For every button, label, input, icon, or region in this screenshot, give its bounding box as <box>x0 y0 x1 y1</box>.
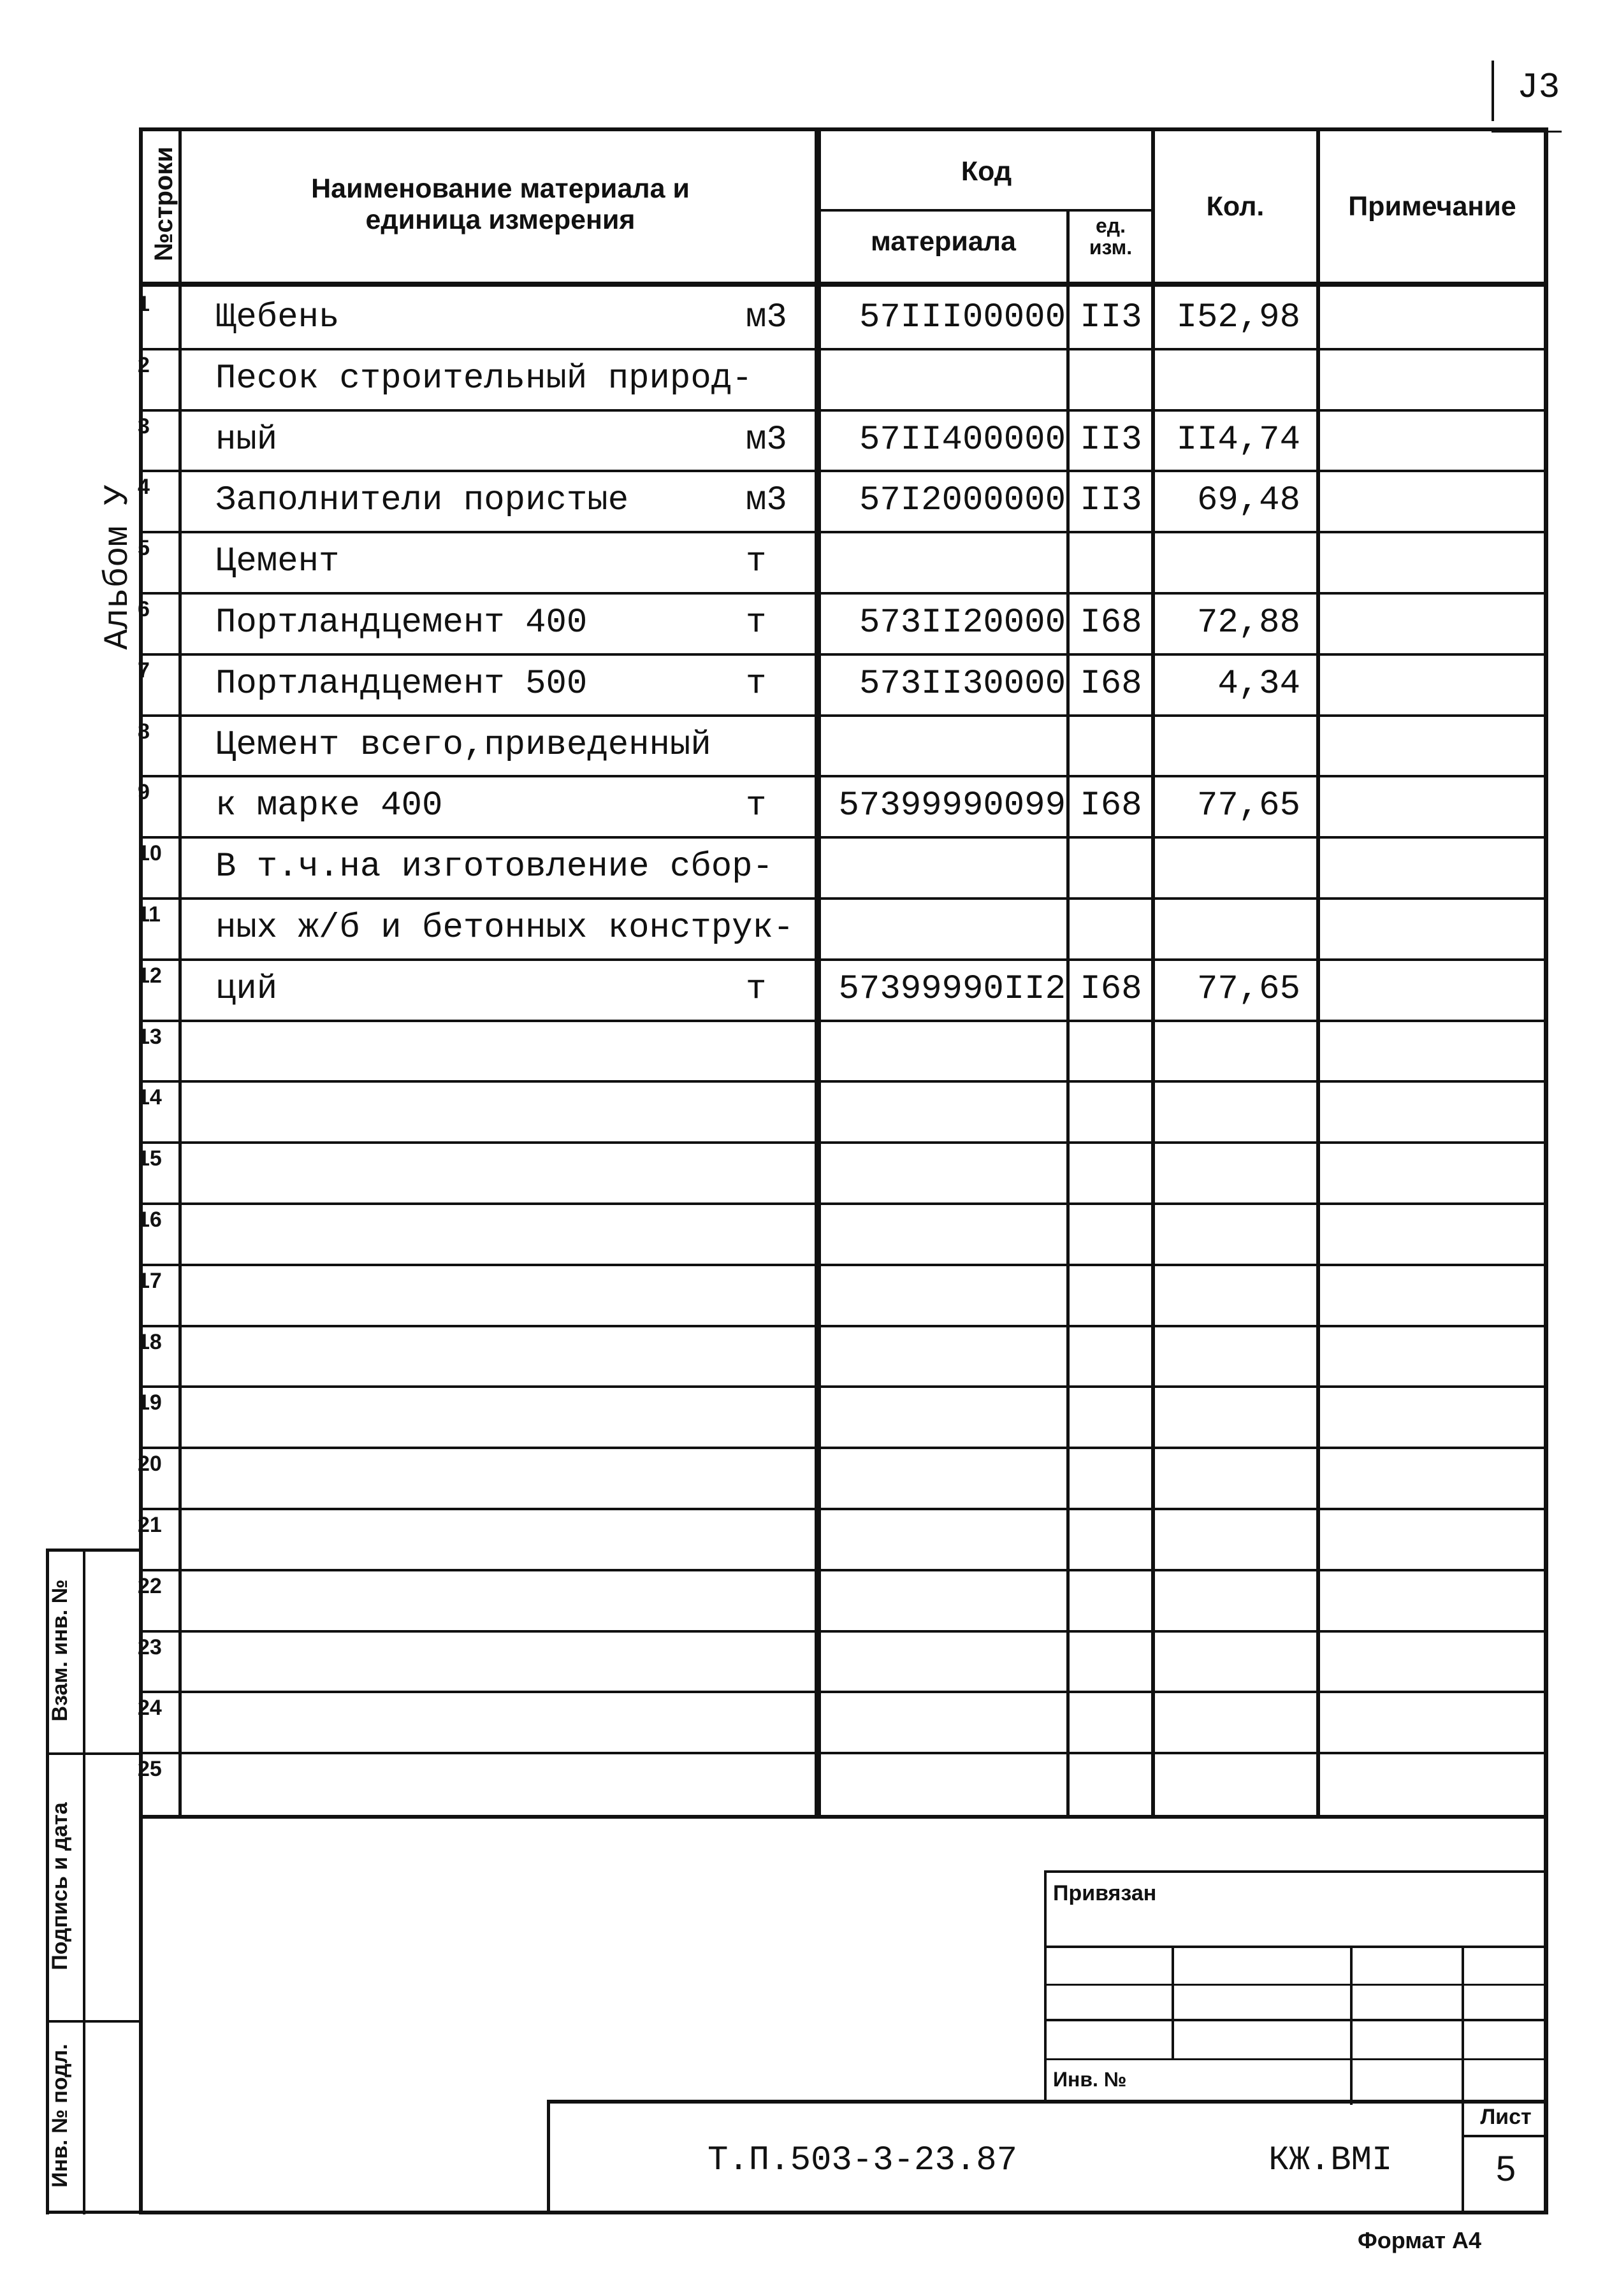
row-number: 14 <box>138 1085 162 1109</box>
row-material-name: Цемент <box>215 542 340 581</box>
row-number: 3 <box>138 414 150 438</box>
row-material-name: ных ж/б и бетонных конструк- <box>215 909 794 948</box>
stamp-title-left <box>547 2100 550 2214</box>
row-number: 5 <box>138 536 150 560</box>
stamp-title-top <box>547 2100 1548 2104</box>
row-material-name: Песок строительный природ- <box>215 359 753 398</box>
row-material-code: 573II20000 <box>859 603 1066 642</box>
row-quantity: I52,98 <box>1176 298 1300 337</box>
stamp-inv-no: Инв. № <box>1053 2068 1127 2091</box>
header-separator <box>139 282 1548 287</box>
row-material-code: 57I2000000 <box>859 481 1066 520</box>
row-separator <box>140 409 1546 412</box>
row-separator <box>140 653 1546 656</box>
side-stamp-top <box>46 1549 143 1552</box>
row-number: 21 <box>138 1513 162 1537</box>
header-code: Код <box>961 156 1012 187</box>
col-line-qty <box>1316 127 1320 1816</box>
row-separator <box>140 592 1546 595</box>
row-material-name: Заполнители пористые <box>215 481 629 520</box>
stamp-line-2 <box>1044 1984 1548 1986</box>
row-separator <box>140 1020 1546 1022</box>
row-number: 16 <box>138 1208 162 1232</box>
row-quantity: 77,65 <box>1196 786 1300 825</box>
stamp-col-3 <box>1462 1946 1464 2213</box>
row-unit: м3 <box>746 298 787 337</box>
row-separator <box>140 1080 1546 1083</box>
page-number: J3 <box>1517 67 1560 108</box>
row-material-name: Цемент всего,приведенный <box>215 726 711 765</box>
row-unit-code: II3 <box>1080 298 1142 337</box>
row-number: 8 <box>138 719 150 744</box>
row-unit-code: I68 <box>1080 603 1142 642</box>
row-separator <box>140 1141 1546 1144</box>
page-number-rule <box>1492 61 1494 121</box>
table-bottom-border <box>139 2211 1548 2214</box>
row-separator <box>140 1202 1546 1205</box>
stamp-list-number: 5 <box>1495 2148 1516 2188</box>
format-label: Формат А4 <box>1358 2227 1482 2253</box>
row-unit: т <box>746 603 767 642</box>
col-line-rownum <box>178 127 182 1816</box>
header-row-number: №строки <box>150 147 178 261</box>
row-unit-code: I68 <box>1080 786 1142 825</box>
row-number: 4 <box>138 475 150 499</box>
row-separator <box>140 1264 1546 1266</box>
row-number: 2 <box>138 353 150 377</box>
stamp-doc-code: Т.П.503-3-23.87 <box>708 2141 1018 2180</box>
col-line-unitcode <box>1151 127 1155 1816</box>
row-quantity: II4,74 <box>1176 421 1300 459</box>
stamp-line-3 <box>1044 2019 1548 2021</box>
row-separator <box>140 1325 1546 1327</box>
row-unit: м3 <box>746 421 787 459</box>
col-line-name <box>815 127 821 1817</box>
stamp-list-line <box>1462 2135 1548 2137</box>
header-name: Наименование материала и единица измерения <box>311 173 690 236</box>
row-unit: т <box>746 542 767 581</box>
side-stamp-div1 <box>46 1752 143 1755</box>
row-number: 18 <box>138 1330 162 1354</box>
stamp-privyazan: Привязан <box>1053 1881 1157 1905</box>
table-top-border <box>139 127 1548 131</box>
row-number: 20 <box>138 1452 162 1476</box>
row-unit: т <box>746 970 767 1009</box>
row-number: 9 <box>138 780 150 804</box>
row-quantity: 4,34 <box>1217 665 1300 704</box>
row-number: 25 <box>138 1757 162 1781</box>
inv-podl-label: Инв. № подл. <box>48 2044 72 2188</box>
row-number: 15 <box>138 1146 162 1171</box>
side-stamp-mid <box>83 1549 85 2214</box>
row-separator <box>140 1569 1546 1571</box>
row-number: 10 <box>138 841 162 865</box>
row-material-code: 573II30000 <box>859 665 1066 704</box>
row-number: 12 <box>138 964 162 988</box>
body-end-line <box>139 1815 1548 1819</box>
row-number: 22 <box>138 1574 162 1598</box>
row-unit: т <box>746 786 767 825</box>
row-separator <box>140 1630 1546 1633</box>
stamp-list-label: Лист <box>1480 2105 1532 2129</box>
row-separator <box>140 348 1546 350</box>
header-note: Примечание <box>1348 191 1516 222</box>
row-separator <box>140 470 1546 472</box>
row-material-name: Щебень <box>215 298 340 337</box>
row-number: 7 <box>138 658 150 682</box>
row-material-name: к марке 400 <box>215 786 443 825</box>
podpis-data-label: Подпись и дата <box>48 1802 72 1970</box>
row-material-name: Портландцемент 400 <box>215 603 588 642</box>
row-separator <box>140 1447 1546 1449</box>
row-quantity: 69,48 <box>1196 481 1300 520</box>
stamp-col-2 <box>1350 1946 1353 2105</box>
row-separator <box>140 775 1546 777</box>
table-right-border <box>1544 127 1548 2214</box>
col-line-matcode <box>1066 210 1070 1816</box>
row-unit-code: I68 <box>1080 665 1142 704</box>
code-subheader-line <box>816 209 1154 212</box>
row-number: 11 <box>138 902 161 927</box>
row-unit-code: II3 <box>1080 481 1142 520</box>
row-separator <box>140 1691 1546 1693</box>
row-material-name: В т.ч.на изготовление сбор- <box>215 848 773 886</box>
row-material-code: 57III00000 <box>859 298 1066 337</box>
header-unit-code: ед. изм. <box>1089 214 1133 259</box>
row-material-code: 57399990099 <box>838 786 1066 825</box>
row-separator <box>140 714 1546 717</box>
row-unit-code: II3 <box>1080 421 1142 459</box>
row-unit-code: I68 <box>1080 970 1142 1009</box>
row-number: 13 <box>138 1025 162 1049</box>
row-number: 17 <box>138 1269 162 1293</box>
header-material-code: материала <box>871 226 1016 257</box>
row-unit: т <box>746 665 767 704</box>
stamp-privyazan-left <box>1044 1870 1047 2103</box>
row-number: 1 <box>138 292 150 316</box>
stamp-line-1 <box>1044 1946 1548 1948</box>
row-material-name: Портландцемент 500 <box>215 665 588 704</box>
row-separator <box>140 836 1546 839</box>
row-number: 19 <box>138 1390 162 1415</box>
row-number: 24 <box>138 1696 162 1720</box>
row-quantity: 72,88 <box>1196 603 1300 642</box>
row-material-code: 57II400000 <box>859 421 1066 459</box>
header-qty: Кол. <box>1206 191 1265 222</box>
row-separator <box>140 531 1546 533</box>
row-separator <box>140 1508 1546 1510</box>
row-material-name: ный <box>215 421 278 459</box>
row-material-name: ций <box>215 970 278 1009</box>
row-number: 6 <box>138 597 150 621</box>
album-label: Альбом У <box>99 484 138 650</box>
stamp-mark: КЖ.ВМI <box>1268 2141 1393 2180</box>
stamp-col-1 <box>1172 1946 1174 2060</box>
row-unit: м3 <box>746 481 787 520</box>
row-separator <box>140 1385 1546 1388</box>
stamp-line-4 <box>1044 2058 1548 2060</box>
stamp-privyazan-top <box>1044 1870 1548 1873</box>
row-separator <box>140 958 1546 961</box>
row-separator <box>140 1752 1546 1754</box>
row-number: 23 <box>138 1635 162 1659</box>
vzam-inv-label: Взам. инв. № <box>48 1579 72 1722</box>
row-separator <box>140 897 1546 900</box>
row-quantity: 77,65 <box>1196 970 1300 1009</box>
row-material-code: 57399990II2 <box>838 970 1066 1009</box>
